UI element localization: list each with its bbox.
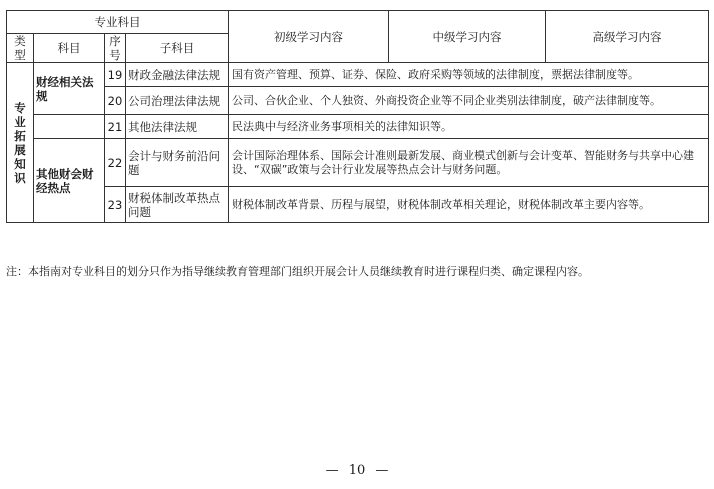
footer-dash-left: — bbox=[325, 463, 339, 478]
header-advanced-content: 高级学习内容 bbox=[546, 11, 709, 63]
seq-cell: 22 bbox=[105, 139, 126, 187]
header-subsubject: 子科目 bbox=[126, 34, 229, 63]
footnote: 注：本指南对专业科目的划分只作为指导继续教育管理部门组织开展会计人员继续教育时进行课程归类、确定课程内容。 bbox=[6, 265, 589, 278]
subsubject-cell: 财税体制改革热点问题 bbox=[126, 187, 229, 223]
content-cell: 会计国际治理体系、国际会计准则最新发展、商业模式创新与会计变革、智能财务与共享中心建设、“双碳”政策与会计行业发展等热点会计与财务问题。 bbox=[229, 139, 709, 187]
subject-cell-empty bbox=[34, 115, 105, 139]
seq-cell: 23 bbox=[105, 187, 126, 223]
content-cell: 财税体制改革背景、历程与展望，财税体制改革相关理论，财税体制改革主要内容等。 bbox=[229, 187, 709, 223]
subsubject-cell: 其他法律法规 bbox=[126, 115, 229, 139]
content-cell: 公司、合伙企业、个人独资、外商投资企业等不同企业类别法律制度，破产法律制度等。 bbox=[229, 87, 709, 115]
table-row bbox=[7, 63, 709, 87]
footer-dash-right: — bbox=[375, 463, 389, 478]
seq-cell: 20 bbox=[105, 87, 126, 115]
seq-cell: 19 bbox=[105, 63, 126, 87]
subsubject-cell: 公司治理法律法规 bbox=[126, 87, 229, 115]
header-seq: 序号 bbox=[105, 34, 126, 63]
table-row bbox=[7, 139, 709, 187]
header-type: 类型 bbox=[7, 34, 34, 63]
curriculum-table bbox=[6, 10, 709, 223]
table-row bbox=[7, 187, 709, 223]
header-professional-subjects: 专业科目 bbox=[7, 11, 229, 34]
subject-cell: 其他财会财经热点 bbox=[34, 139, 105, 223]
subsubject-cell: 财政金融法律法规 bbox=[126, 63, 229, 87]
subsubject-cell: 会计与财务前沿问题 bbox=[126, 139, 229, 187]
header-subject: 科目 bbox=[34, 34, 105, 63]
page-number: 10 bbox=[348, 463, 366, 478]
table-row bbox=[7, 115, 709, 139]
content-cell: 国有资产管理、预算、证券、保险、政府采购等领域的法律制度，票据法律制度等。 bbox=[229, 63, 709, 87]
content-cell: 民法典中与经济业务事项相关的法律知识等。 bbox=[229, 115, 709, 139]
seq-cell: 21 bbox=[105, 115, 126, 139]
page-footer bbox=[0, 463, 714, 478]
header-primary-content: 初级学习内容 bbox=[229, 11, 389, 63]
category-cell: 专业拓展知识 bbox=[7, 63, 34, 223]
subject-cell: 财经相关法规 bbox=[34, 63, 105, 115]
header-intermediate-content: 中级学习内容 bbox=[389, 11, 546, 63]
table-row bbox=[7, 87, 709, 115]
